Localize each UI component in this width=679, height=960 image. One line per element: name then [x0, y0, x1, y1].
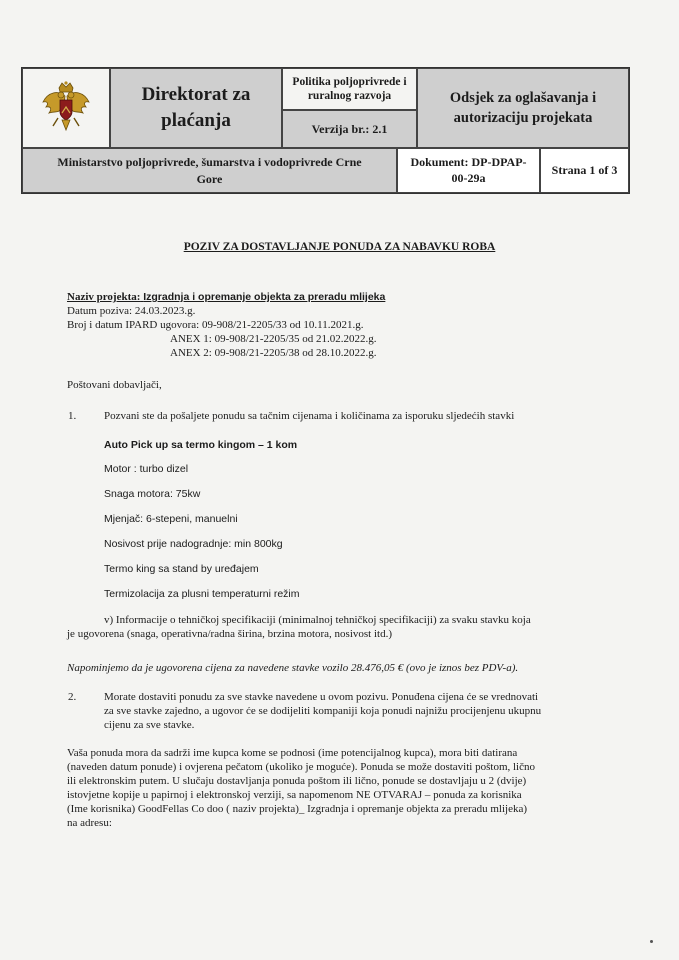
- spec-thermo-king: Termo king sa stand by uređajem: [104, 563, 259, 575]
- org-name-cell: [110, 68, 282, 148]
- project-label: Naziv projekta:: [67, 291, 141, 303]
- contract-number: Broj i datum IPARD ugovora: 09-908/21-2205/33 od 10.11.2021.g.: [67, 319, 364, 331]
- department-line1: Odsjek za oglašavanja i: [449, 89, 597, 106]
- offer-line3: ili elektronskim putem. U slučaju dostavljanja ponuda poštom ili lično, ponude se dostavljaju u 2 (dvije): [67, 775, 527, 787]
- offer-line5: (Ime korisnika) GoodFellas Co doo ( naziv projekta)_ Izgradnja i opremanje objekta za preradu mlijeka): [67, 803, 528, 815]
- policy-line2: ruralnog razvoja: [307, 90, 392, 102]
- policy-line1: Politika poljoprivrede i: [292, 75, 407, 88]
- price-note: Napominjemo da je ugovorena cijena za navedene stavke vozilo 28.476,05 € (ovo je iznos bez PDV-a).: [67, 662, 519, 674]
- page-number-cell: [540, 148, 629, 193]
- greeting: Poštovani dobavljači,: [67, 379, 162, 391]
- section1-text: Pozvani ste da pošaljete ponudu sa tačnim cijenama i količinama za isporuku sljedećih stavki: [104, 410, 515, 422]
- spec-gearbox: Mjenjač: 6-stepeni, manuelni: [104, 513, 238, 525]
- document-line2: 00-29a: [451, 170, 486, 185]
- invitation-date: Datum poziva: 24.03.2023.g.: [67, 305, 196, 317]
- header-table: [21, 67, 630, 194]
- spec-capacity: Nosivost prije nadogradnje: min 800kg: [104, 538, 283, 550]
- logo-cell: [22, 68, 110, 148]
- tech-note-line2: je ugovorena (snaga, operativna/radna širina, brzina motora, nosivost itd.): [67, 628, 393, 640]
- tech-note-line1: v) Informacije o tehničkoj specifikaciji (minimalnoj tehničkoj specifikaciji) za svaku stavku koja: [104, 614, 531, 626]
- document-line1: Dokument: DP-DPAP-: [410, 154, 527, 169]
- offer-line2: (naveden datum ponude) i ovjerena pečatom (ukoliko je moguće). Ponuda se može dostaviti poštom, lično: [67, 761, 535, 773]
- ministry-line2: Gore: [196, 171, 223, 186]
- section2-line3: cijenu za sve stavke.: [104, 719, 195, 731]
- annex-2: ANEX 2: 09-908/21-2205/38 od 28.10.2022.g.: [170, 347, 377, 359]
- department-line2: autorizaciju projekata: [453, 110, 593, 126]
- coat-of-arms-icon: [38, 80, 94, 136]
- scan-speck: [650, 940, 653, 943]
- ministry-line1: Ministarstvo poljoprivrede, šumarstva i vodoprivrede Crne: [57, 155, 362, 170]
- section2-number: 2.: [68, 691, 77, 703]
- org-line2: plaćanja: [161, 110, 231, 131]
- section2-line1: Morate dostaviti ponudu za sve stavke navedene u ovom pozivu. Ponuđena cijena će se vrednovati: [104, 691, 539, 703]
- item-title: Auto Pick up sa termo kingom – 1 kom: [104, 439, 298, 451]
- document-title: POZIV ZA DOSTAVLJANJE PONUDA ZA NABAVKU ROBA: [183, 241, 496, 253]
- policy-cell: [282, 68, 417, 110]
- offer-line6: na adresu:: [67, 817, 112, 829]
- spec-insulation: Termizolacija za plusni temperaturni režim: [104, 588, 300, 600]
- project-name-line: [67, 290, 385, 304]
- document-id-cell: [397, 148, 540, 193]
- ministry-cell: [22, 148, 397, 193]
- spec-motor: Motor : turbo dizel: [104, 463, 189, 475]
- section1-number: 1.: [68, 410, 77, 422]
- page-number: Strana 1 of 3: [551, 163, 618, 177]
- project-name: Izgradnja i opremanje objekta za preradu mlijeka: [143, 291, 386, 303]
- offer-line1: Vaša ponuda mora da sadrži ime kupca kome se podnosi (ime potencijalnog kupca), mora biti datirana: [67, 747, 518, 759]
- section2-line2: za sve stavke zajedno, a ugovor će se dodijeliti kompaniji koja ponudi najnižu procijenjenu ukupnu: [104, 705, 542, 717]
- org-line1: Direktorat za: [141, 84, 251, 106]
- department-cell: [417, 68, 629, 148]
- spec-power: Snaga motora: 75kw: [104, 488, 201, 500]
- annex-1: ANEX 1: 09-908/21-2205/35 od 21.02.2022.g.: [170, 333, 377, 345]
- version-cell: [282, 110, 417, 148]
- offer-line4: istovjetne kopije u papirnoj i elektronskoj verziji, sa napomenom NE OTVARAJ – ponuda za korisnika: [67, 789, 522, 801]
- version-text: Verzija br.: 2.1: [311, 121, 388, 136]
